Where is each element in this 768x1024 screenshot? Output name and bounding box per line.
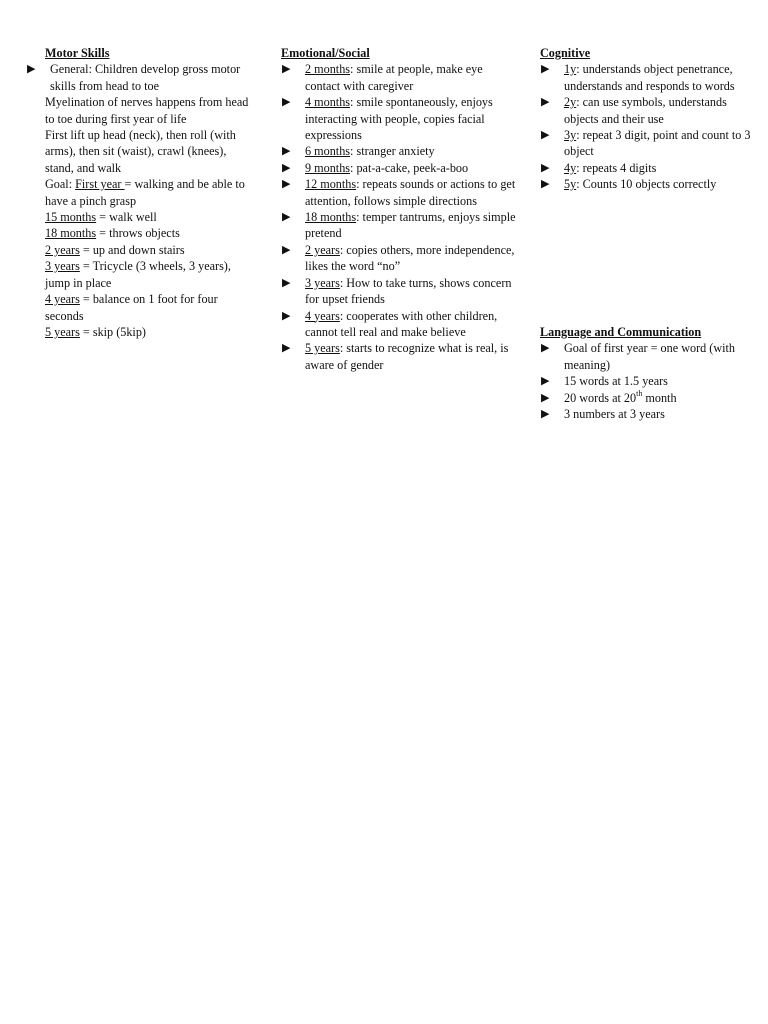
list-item	[281, 308, 516, 341]
item-text: : repeats 4 digits	[576, 160, 657, 175]
cognitive-section	[540, 45, 762, 193]
item-term: 2 months	[305, 62, 351, 77]
list-item	[281, 94, 516, 143]
bullet-arrow-icon: ▶	[541, 391, 550, 404]
item-term: 2 years	[305, 242, 340, 257]
list-item	[540, 160, 762, 176]
ordinal-suffix: th	[636, 388, 643, 398]
milestone-term: 15 months	[45, 210, 97, 225]
item-text: : can use symbols, understands objects and their use	[564, 95, 727, 126]
item-text: : repeat 3 digit, point and count to 3 object	[564, 128, 751, 159]
item-text: : pat-a-cake, peek-a-boo	[350, 160, 469, 175]
list-item	[281, 209, 516, 242]
bullet-arrow-icon: ▶	[282, 178, 291, 191]
bullet-arrow-icon: ▶	[541, 178, 550, 191]
motor-milestone	[27, 209, 252, 225]
item-text: : repeats sounds or actions to get attention, follows simple directions	[305, 177, 516, 208]
list-item	[540, 94, 762, 127]
item-term: 9 months	[305, 160, 351, 175]
list-item	[281, 340, 516, 373]
goal-prefix: Goal:	[45, 177, 76, 192]
list-item	[281, 242, 516, 275]
list-item	[281, 275, 516, 308]
motor-milestone	[27, 324, 252, 340]
bullet-arrow-icon: ▶	[282, 63, 291, 76]
bullet-arrow-icon: ▶	[282, 145, 291, 158]
list-item	[281, 160, 516, 176]
item-term: 4 years	[305, 308, 340, 323]
item-text: : copies others, more independence, likes the word “no”	[305, 242, 515, 274]
bullet-arrow-icon: ▶	[541, 375, 550, 388]
milestone-term: 18 months	[45, 226, 97, 241]
motor-milestone	[27, 258, 252, 291]
item-text: : temper tantrums, enjoys simple pretend	[305, 210, 516, 241]
motor-milestone	[27, 291, 252, 324]
item-text: : understands object penetrance, understands and responds to words	[564, 62, 735, 93]
milestone-text: = walk well	[96, 210, 157, 225]
bullet-arrow-icon: ▶	[541, 161, 550, 174]
bullet-arrow-icon: ▶	[541, 408, 550, 421]
item-text: Goal of first year = one word (with meaning)	[564, 341, 736, 372]
milestone-text: = up and down stairs	[79, 242, 185, 257]
milestone-term: 5 years	[45, 324, 80, 339]
list-item	[540, 61, 762, 94]
motor-milestone	[27, 242, 252, 258]
goal-term: First year	[75, 177, 125, 192]
motor-milestone	[27, 225, 252, 241]
milestone-term: 4 years	[45, 292, 80, 307]
language-communication-heading: Language and Communication	[540, 325, 702, 339]
list-item	[540, 406, 762, 422]
list-item	[540, 390, 762, 406]
list-item	[281, 176, 516, 209]
item-text: : smile spontaneously, enjoys interacting with people, copies facial expressions	[305, 95, 493, 143]
item-text: month	[642, 390, 677, 405]
list-item	[540, 373, 762, 389]
item-term: 4 months	[305, 95, 351, 110]
list-item	[540, 340, 762, 373]
list-item	[540, 176, 762, 192]
item-term: 12 months	[305, 177, 357, 192]
milestone-term: 3 years	[45, 259, 80, 274]
bullet-arrow-icon: ▶	[282, 96, 291, 109]
cognitive-heading: Cognitive	[540, 46, 591, 60]
bullet-arrow-icon: ▶	[282, 276, 291, 289]
bullet-arrow-icon: ▶	[282, 211, 291, 224]
item-term: 3 years	[305, 275, 340, 290]
item-text: 20 words at 20	[564, 390, 637, 405]
item-term: 3y	[564, 128, 577, 143]
item-text: : cooperates with other children, cannot tell real and make believe	[305, 308, 498, 339]
motor-line: Myelination of nerves happens from head to toe during first year of life	[45, 95, 249, 126]
list-item	[281, 61, 516, 94]
milestone-text: = Tricycle (3 wheels, 3 years), jump in place	[45, 259, 231, 290]
item-term: 6 months	[305, 144, 351, 159]
language-communication-section	[540, 324, 762, 422]
bullet-arrow-icon: ▶	[541, 129, 550, 142]
bullet-arrow-icon: ▶	[27, 63, 36, 76]
milestone-term: 2 years	[45, 242, 80, 257]
item-text: : stranger anxiety	[350, 144, 435, 159]
bullet-arrow-icon: ▶	[282, 309, 291, 322]
item-text: : Counts 10 objects correctly	[576, 177, 717, 192]
list-item	[281, 143, 516, 159]
item-term: 2y	[564, 95, 577, 110]
milestone-text: = balance on 1 foot for four seconds	[45, 292, 218, 323]
bullet-arrow-icon: ▶	[541, 63, 550, 76]
motor-skills-heading: Motor Skills	[45, 46, 110, 60]
item-text: : starts to recognize what is real, is aware of gender	[305, 341, 509, 372]
bullet-arrow-icon: ▶	[282, 161, 291, 174]
item-text: : smile at people, make eye contact with caregiver	[305, 62, 483, 93]
bullet-arrow-icon: ▶	[541, 96, 550, 109]
list-item	[27, 61, 252, 94]
goal-text: = walking and be able to have a pinch grasp	[45, 177, 245, 208]
emotional-social-heading: Emotional/Social	[281, 46, 370, 60]
motor-goal	[27, 176, 252, 209]
item-term: 4y	[564, 160, 577, 175]
list-item	[540, 127, 762, 160]
motor-line: First lift up head (neck), then roll (with arms), then sit (waist), crawl (knees), stand, and walk	[45, 128, 236, 175]
motor-skills-section	[27, 45, 252, 340]
motor-general-text: General: Children develop gross motor skills from head to toe	[50, 62, 241, 93]
bullet-arrow-icon: ▶	[282, 342, 291, 355]
emotional-social-section	[281, 45, 516, 373]
item-term: 1y	[564, 62, 577, 77]
milestone-text: = skip (5kip)	[79, 324, 146, 339]
bullet-arrow-icon: ▶	[282, 243, 291, 256]
milestone-text: = throws objects	[96, 226, 180, 241]
item-term: 18 months	[305, 210, 357, 225]
item-text: 15 words at 1.5 years	[564, 374, 668, 389]
item-text: : How to take turns, shows concern for upset friends	[305, 275, 512, 307]
bullet-arrow-icon: ▶	[541, 342, 550, 355]
item-term: 5y	[564, 177, 577, 192]
item-term: 5 years	[305, 341, 340, 356]
item-text: 3 numbers at 3 years	[564, 407, 665, 422]
